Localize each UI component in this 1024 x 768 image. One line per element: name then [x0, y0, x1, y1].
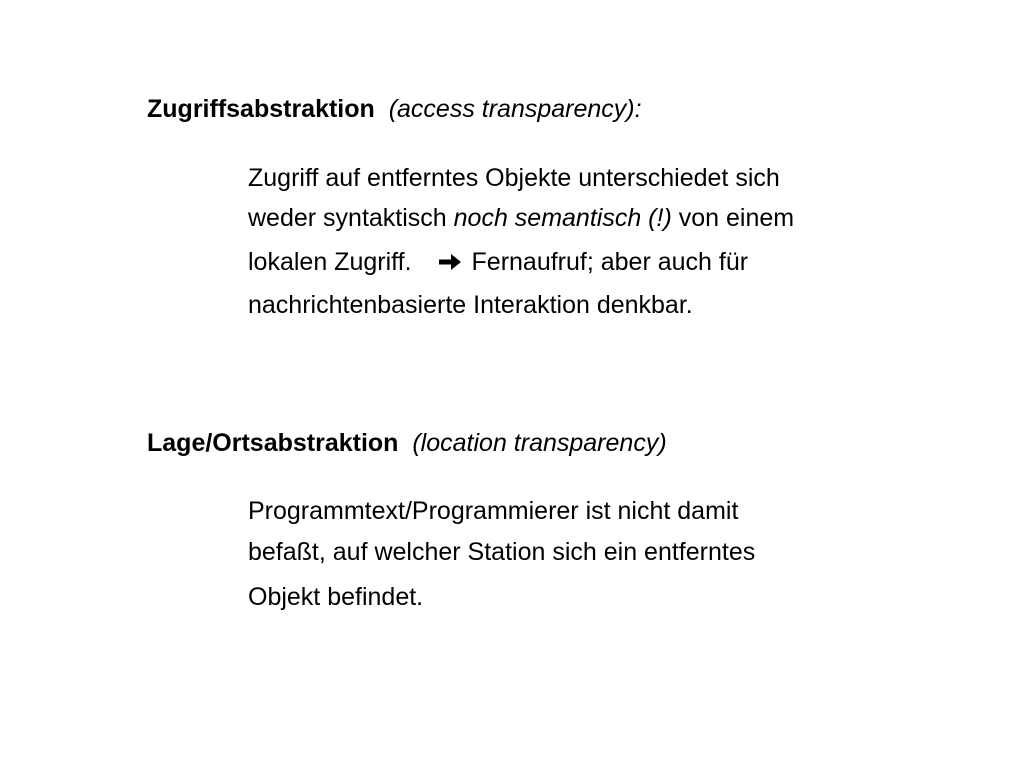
- paragraph-line: Zugriff auf entferntes Objekte unterschiedet sich: [248, 164, 780, 192]
- italic-text: noch semantisch (!): [453, 204, 672, 232]
- heading-title: Zugriffsabstraktion: [147, 95, 375, 123]
- right-arrow-icon: [438, 252, 462, 272]
- paragraph-line: [248, 203, 794, 233]
- text-span: Fernaufruf; aber auch für: [471, 248, 749, 276]
- section-heading: [147, 94, 642, 124]
- heading-subtitle: (location transparency): [412, 429, 667, 457]
- text-span: weder syntaktisch: [248, 204, 454, 232]
- paragraph-line: [248, 247, 748, 277]
- paragraph-line: Objekt befindet.: [248, 583, 424, 611]
- text-span: lokalen Zugriff.: [248, 248, 412, 276]
- paragraph-line: nachrichtenbasierte Interaktion denkbar.: [248, 291, 693, 319]
- text-span: von einem: [671, 204, 795, 232]
- paragraph-line: Programmtext/Programmierer ist nicht damit: [248, 497, 739, 525]
- heading-subtitle: (access transparency):: [388, 95, 642, 123]
- section-heading: [147, 428, 667, 458]
- heading-title: Lage/Ortsabstraktion: [147, 429, 399, 457]
- paragraph-line: befaßt, auf welcher Station sich ein entferntes: [248, 538, 756, 566]
